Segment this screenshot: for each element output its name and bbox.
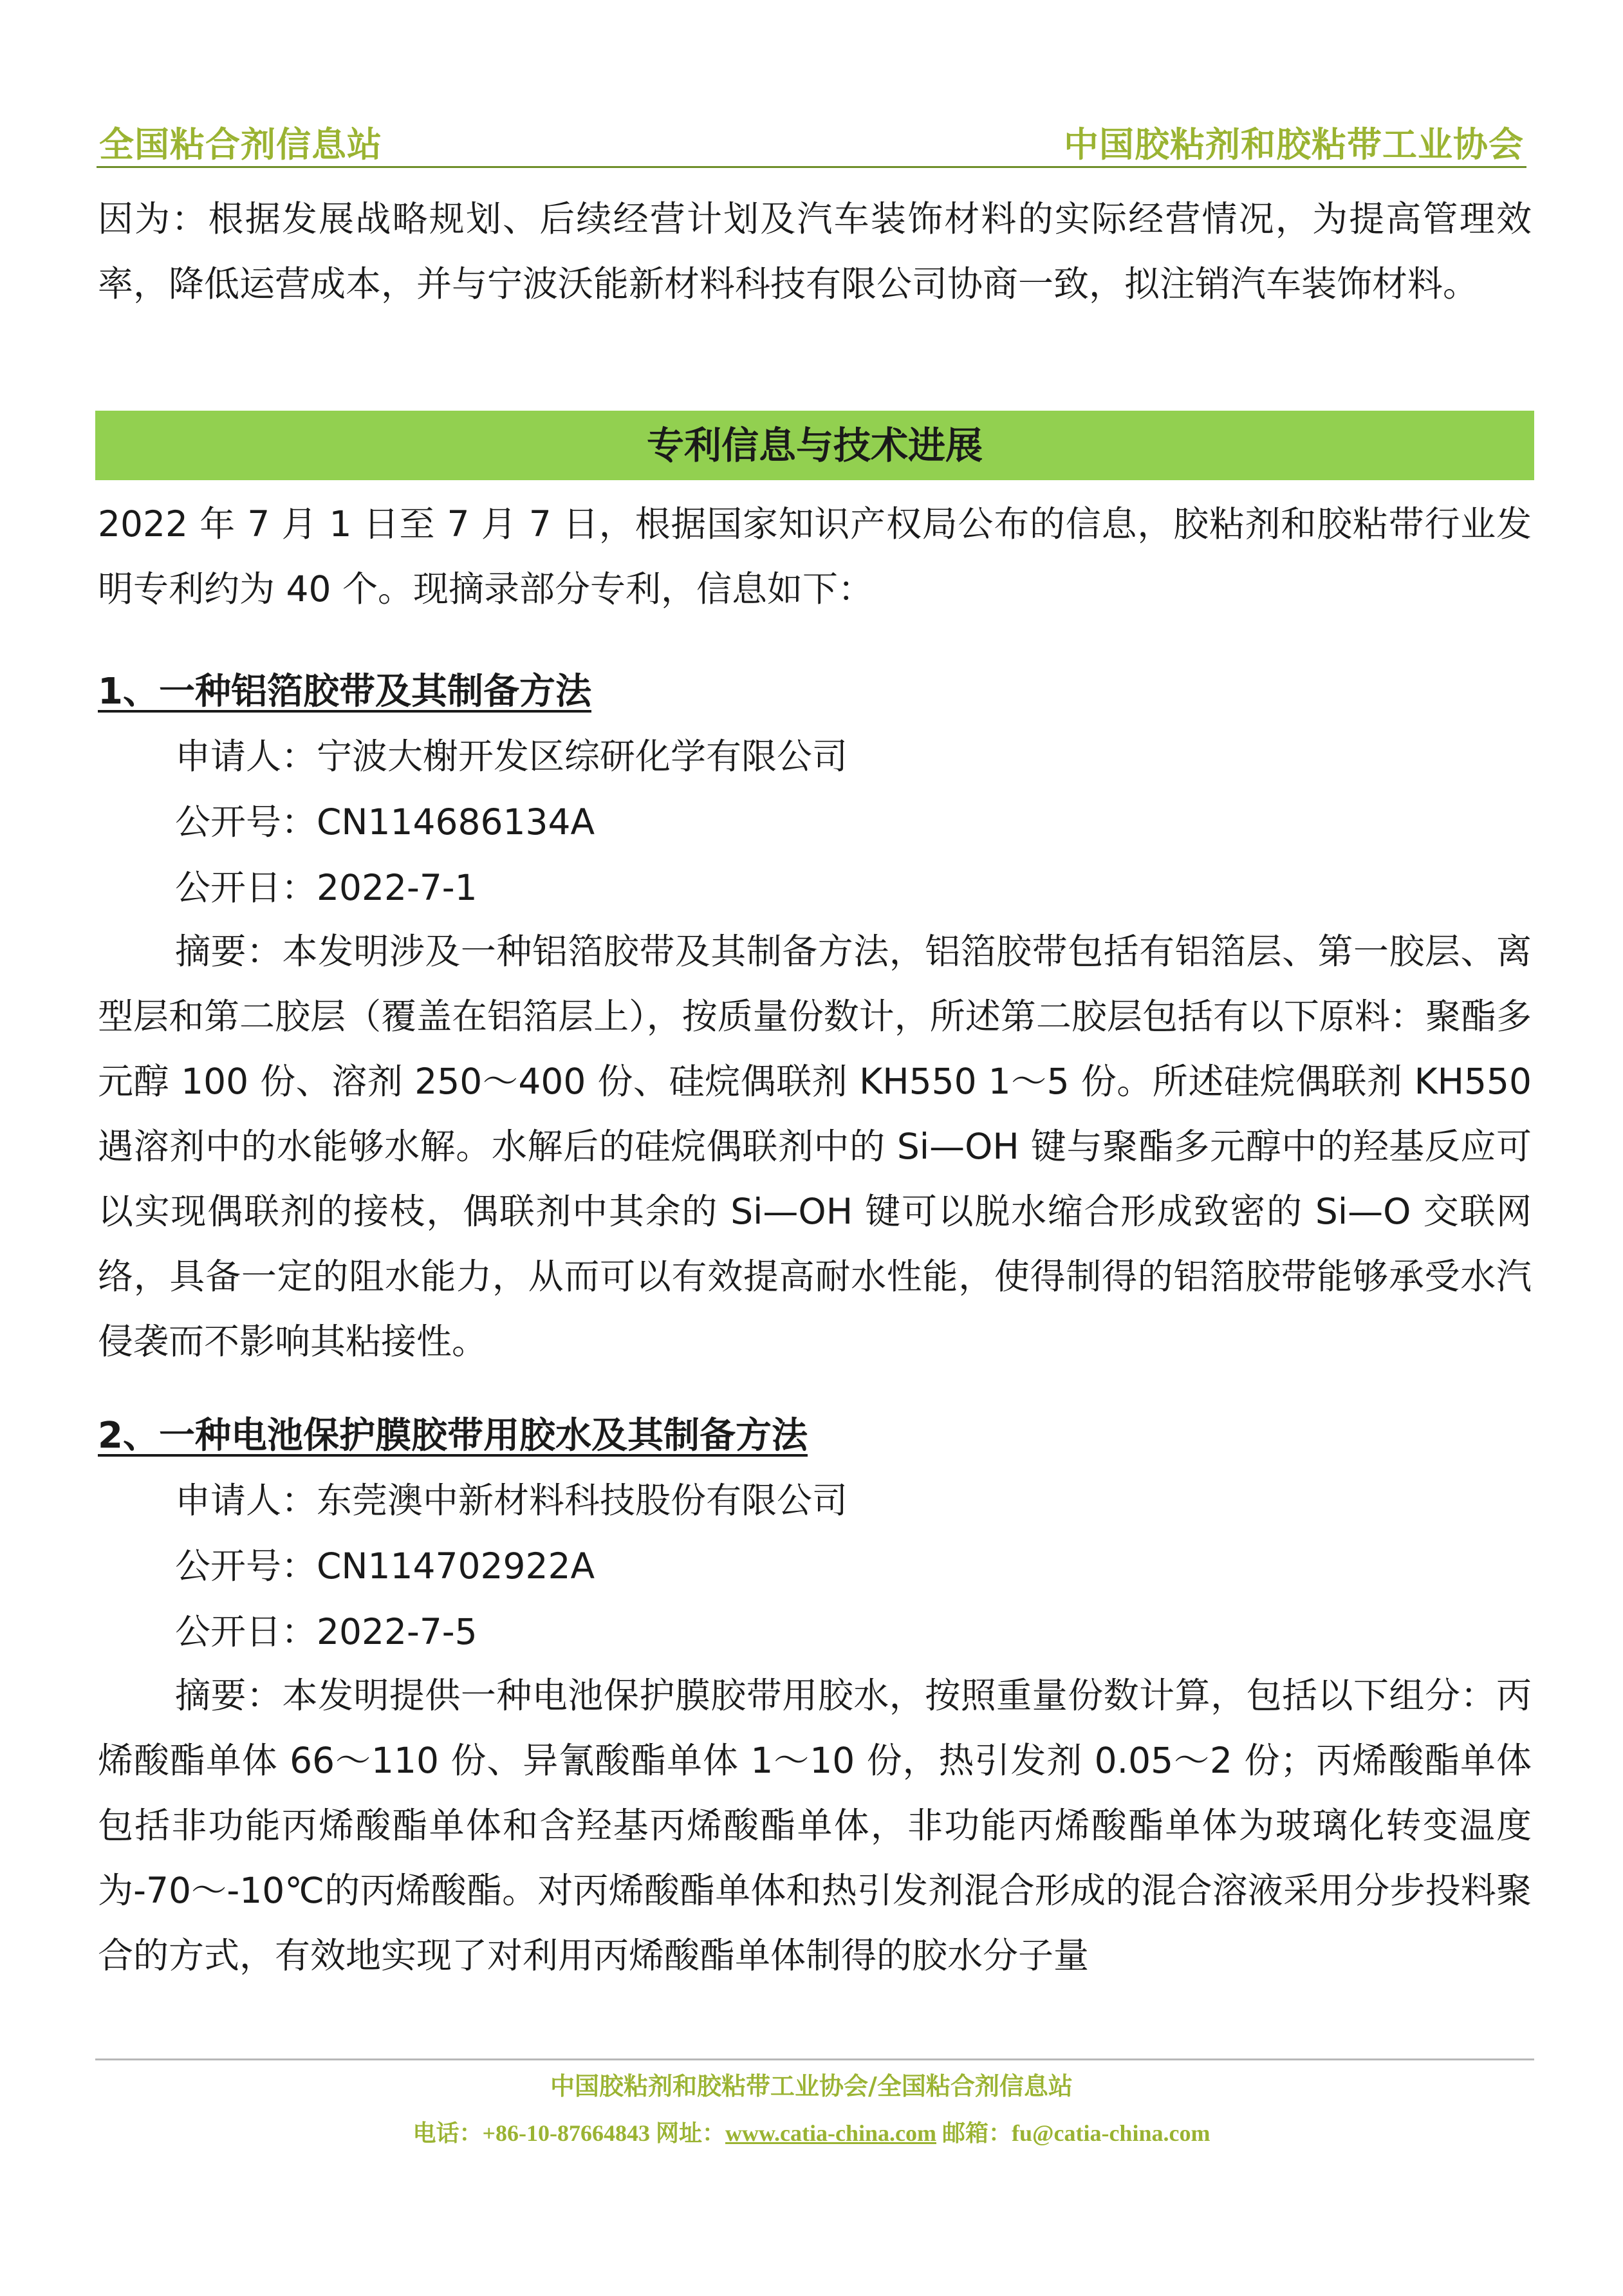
footer-email: 邮箱：fu@catia-china.com [936, 2120, 1210, 2146]
footer-divider [95, 2058, 1534, 2060]
patent-publication-number: 公开号：CN114686134A [175, 801, 595, 843]
footer-website-link[interactable]: www.catia-china.com [725, 2120, 936, 2146]
patent-applicant: 申请人：宁波大榭开发区综研化学有限公司 [175, 736, 848, 777]
section-banner [95, 411, 1534, 480]
header-site-name: 全国粘合剂信息站 [99, 124, 382, 165]
patent-title: 2、一种电池保护膜胶带用胶水及其制备方法 [98, 1415, 808, 1457]
header-association-name: 中国胶粘剂和胶粘带工业协会 [1064, 124, 1524, 165]
patent-publication-date: 公开日：2022-7-5 [175, 1611, 478, 1652]
intro-paragraph: 因为：根据发展战略规划、后续经营计划及汽车装饰材料的实际经营情况，为提高管理效率，降低运营成本，并与宁波沃能新材料科技有限公司协商一致，拟注销汽车装饰材料。 [98, 198, 1532, 304]
patent-publication-number: 公开号：CN114702922A [175, 1545, 595, 1587]
patent-abstract: 摘要：本发明提供一种电池保护膜胶带用胶水，按照重量份数计算，包括以下组分：丙烯酸酯单体 66～110 份、异氰酸酯单体 1～10 份，热引发剂 0.05～2 份；丙烯酸酯单体包括非功能丙烯酸酯单体和含羟基丙烯酸酯单体，非功能丙烯酸酯单体为玻璃化转变温度为-70～-10℃的丙烯酸酯。对丙烯酸酯单体和热引发剂混合形成的混合溶液采用分步投料聚合的方式，有效地实现了对利用丙烯酸酯单体制得的胶水分子量 [98, 1675, 1532, 1976]
section-banner-title: 专利信息与技术进展 [646, 424, 983, 467]
page-header [97, 115, 1526, 168]
footer-contact [0, 2115, 1623, 2148]
patent-title: 1、一种铝箔胶带及其制备方法 [98, 671, 591, 713]
footer-phone: 电话：+86-10-87664843 网址： [413, 2120, 726, 2146]
patent-publication-date: 公开日：2022-7-1 [175, 867, 478, 908]
patent-applicant: 申请人：东莞澳中新材料科技股份有限公司 [175, 1480, 848, 1521]
section-intro: 2022 年 7 月 1 日至 7 月 7 日，根据国家知识产权局公布的信息，胶粘剂和胶粘带行业发明专利约为 40 个。现摘录部分专利，信息如下： [98, 503, 1532, 610]
footer-organization: 中国胶粘剂和胶粘带工业协会/全国粘合剂信息站 [550, 2071, 1073, 2100]
patent-abstract: 摘要：本发明涉及一种铝箔胶带及其制备方法，铝箔胶带包括有铝箔层、第一胶层、离型层和第二胶层（覆盖在铝箔层上），按质量份数计，所述第二胶层包括有以下原料：聚酯多元醇 100 份、溶剂 250～400 份、硅烷偶联剂 KH550 1～5 份。所述硅烷偶联剂 KH550 遇溶剂中的水能够水解。水解后的硅烷偶联剂中的 Si—OH 键与聚酯多元醇中的羟基反应可以实现偶联剂的接枝，偶联剂中其余的 Si—OH 键可以脱水缩合形成致密的 Si—O 交联网络，具备一定的阻水能力，从而可以有效提高耐水性能，使得制得的铝箔胶带能够承受水汽侵袭而不影响其粘接性。 [98, 931, 1532, 1362]
